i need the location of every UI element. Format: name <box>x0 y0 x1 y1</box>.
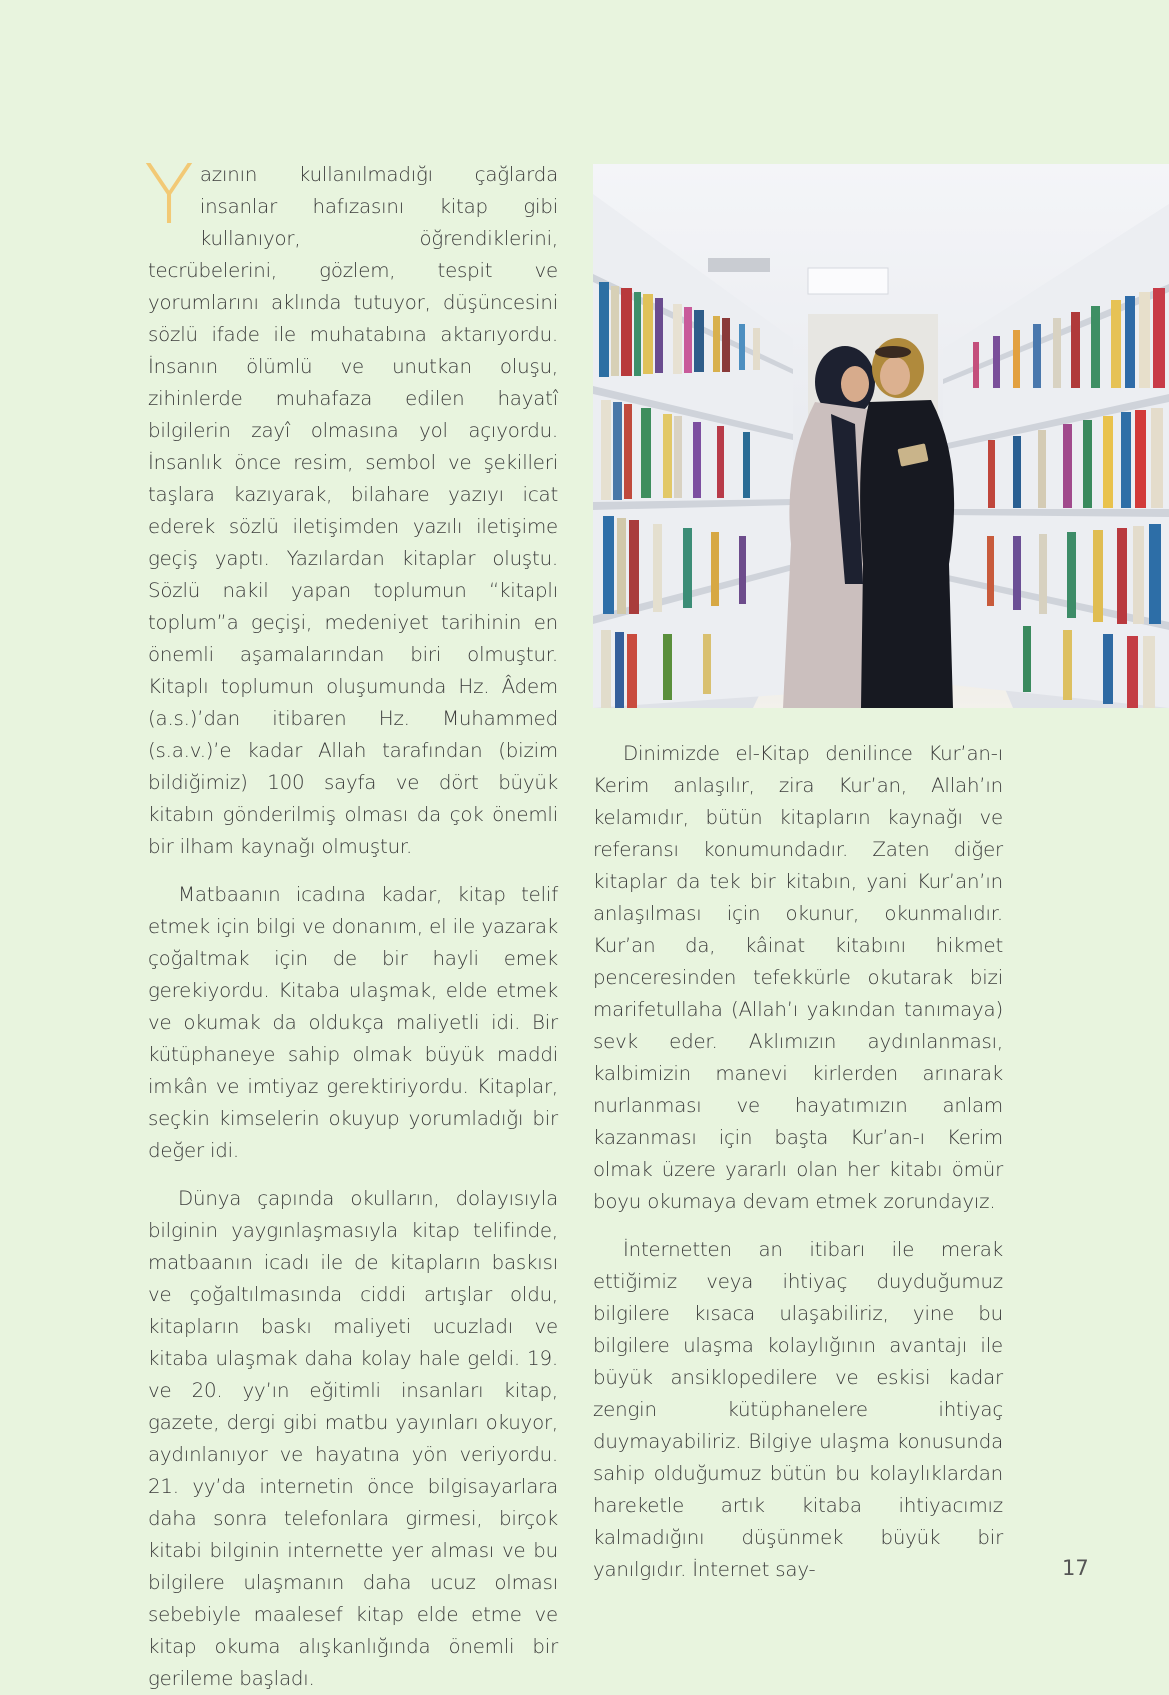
page-number: 17 <box>1062 1556 1089 1580</box>
left-text-column <box>144 148 558 1695</box>
paragraph-4: Dinimizde el-Kitap denilince Kur’an-ı Kerim anlaşılır, zira Kur’an, Allah’ın kelamıdır, bütün kitapların kaynağı ve referansı konumundadır. Zaten diğer kitaplar da tek bir kitabın, yani Kur’an’ın anlaşılması için okunur, okunmalıdır. Kur’an da, kâinat kitabını hikmet penceresinden tefekkürle okutarak bizi marifetullaha (Allah’ı yakından tanımaya) sevk eder. Aklımızın aydınlanması, kalbimizin manevi kirlerden arınarak nurlanması ve hayatımızın anlam kazanması için başta Kur’an-ı Kerim olmak üzere yararlı olan her kitabı ömür boyu okumaya devam etmek zorundayız. <box>593 742 1003 1213</box>
drop-cap: Y <box>144 148 194 243</box>
paragraph-3: Dünya çapında okulların, dolayısıyla bilginin yaygınlaşmasıyla kitap telifinde, matbaanın icadı ile de kitapların baskısı ve çoğaltılmasında ciddi artışlar oldu, kitapların baskı maliyeti ucuzladı ve kitaba ulaşmak daha kolay hale geldi. 19. ve 20. yy’ın eğitimli insanları kitap, gazete, dergi gibi matbu yayınları okuyor, aydınlanıyor ve hayatına yön veriyordu. 21. yy’da internetin önce bilgisayarlara daha sonra telefonlara girmesi, birçok kitabi bilginin internette yer alması ve bu bilgilere ulaşmanın daha ucuz olması sebebiyle maalesef kitap elde etme ve kitap okuma alışkanlığında önemli bir gerileme başladı. <box>148 1187 558 1690</box>
paragraph-2: Matbaanın icadına kadar, kitap telif etmek için bilgi ve donanım, el ile yazarak çoğaltmak için de bir hayli emek gerekiyordu. Kitaba ulaşmak, elde etmek ve okumak da oldukça maliyetli idi. Bir kütüphaneye sahip olmak büyük maddi imkân ve imtiyaz gerektiriyordu. Kitaplar, seçkin kimselerin okuyup yorumladığı bir değer idi. <box>148 883 558 1162</box>
right-text-column <box>593 738 1003 1586</box>
library-photo <box>593 164 1169 708</box>
paragraph-1 <box>144 148 558 863</box>
paragraph-5: İnternetten an itibarı ile merak ettiğimiz veya ihtiyaç duyduğumuz bilgilere kısaca ulaşabiliriz, yine bu bilgilere ulaşma kolaylığının avantajı ile büyük ansiklopedilere ve eskisi kadar zengin kütüphanelere ihtiyaç duymayabiliriz. Bilgiye ulaşma konusunda sahip olduğumuz bütün bu kolaylıklardan hareketle artık kitaba ihtiyacımız kalmadığını düşünmek büyük bir yanılgıdır. İnternet say- <box>593 1238 1003 1581</box>
paragraph-1-text: azının kullanılmadığı çağlarda insanlar hafızasını kitap gibi kullanıyor, öğrendiklerini, tecrübelerini, gözlem, tespit ve yorumlarını aklında tutuyor, düşüncesini sözlü ifade ile muhatabına aktarıyordu. İnsanın ölümlü ve unutkan oluşu, zihinlerde muhafaza edilen hayatî bilgilerin zayî olmasına yol açıyordu. İnsanlık önce resim, sembol ve şekilleri taşlara kazıyarak, bilahare yazıyı icat ederek sözlü iletişimden yazılı iletişime geçiş yaptı. Yazılardan kitaplar oluştu. Sözlü nakil yapan toplumun “kitaplı toplum”a geçişi, medeniyet tarihinin en önemli aşamalarından biri olmuştur. Kitaplı toplumun oluşumunda Hz. Âdem (a.s.)’dan itibaren Hz. Muhammed (s.a.v.)’e kadar Allah tarafından (bizim bildiğimiz) 100 sayfa ve dört büyük kitabın gönderilmiş olması da çok önemli bir ilham kaynağı olmuştur. <box>148 163 558 858</box>
library-illustration <box>593 164 1169 708</box>
